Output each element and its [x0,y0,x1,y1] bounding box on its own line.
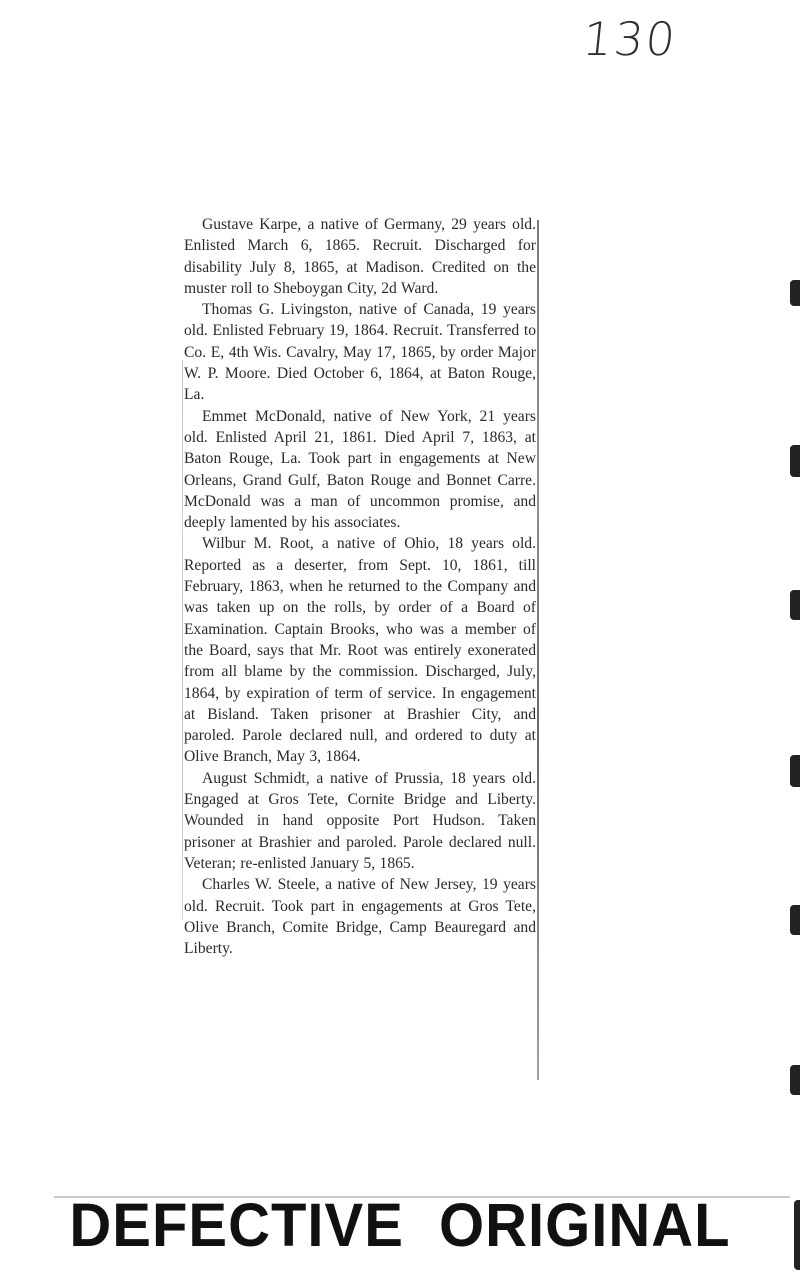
paragraph-mcdonald: Emmet McDonald, native of New York, 21 years old. Enlisted April 21, 1861. Died April 7, 1863, at Baton Rouge, La. Took part in engagements at New Orleans, Grand Gulf, Baton Rouge and Bonnet Carre. McDonald was a man of uncommon promise, and deeply lamented by his associates. [184,407,536,532]
column-rule-left [182,360,183,920]
edge-mark-1 [790,280,800,306]
paragraph-livingston: Thomas G. Livingston, native of Canada, 19 years old. Enlisted February 19, 1864. Recruit. Transferred to Co. E, 4th Wis. Cavalry, May 17, 1865, by order Major W. P. Moore. Died October 6, 1864, at Baton Rouge, La. [184,301,536,404]
paragraph-schmidt: August Schmidt, a native of Prussia, 18 years old. Engaged at Gros Tete, Cornite Bridge and Liberty. Wounded in hand opposite Port Hudson. Taken prisoner at Brashier and paroled. Parole declared null. Veteran; re-enlisted January 5, 1865. [184,769,536,872]
paragraph-steele: Charles W. Steele, a native of New Jersey, 19 years old. Recruit. Took part in engagements at Gros Tete, Olive Branch, Comite Bridge, Camp Beauregard and Liberty. [184,876,536,958]
edge-mark-2 [790,445,800,477]
edge-mark-6 [790,1065,800,1095]
newspaper-clipping [184,214,536,1174]
page-number: 130 [580,12,680,66]
column-rule-right [537,220,539,1080]
edge-mark-5 [790,905,800,935]
paragraph-karpe: Gustave Karpe, a native of Germany, 29 years old. Enlisted March 6, 1865. Recruit. Discharged for disability July 8, 1865, at Madison. Credited on the muster roll to Sheboygan City, 2d Ward. [184,216,536,297]
paragraph-root: Wilbur M. Root, a native of Ohio, 18 years old. Reported as a deserter, from Sept. 10, 1861, till February, 1863, when he returned to the Company and was taken up on the rolls, by order of a Board of Examination. Captain Brooks, who was a member of the Board, says that Mr. Root was entirely exonerated from all blame by the commission. Discharged, July, 1864, by expiration of term of service. In engagement at Bisland. Taken prisoner at Brashier City, and paroled. Parole declared null, and ordered to duty at Olive Branch, May 3, 1864. [184,535,536,766]
banner-text: DEFECTIVE ORIGINAL [69,1191,731,1260]
edge-mark-4 [790,755,800,787]
edge-mark-3 [790,590,800,620]
defective-original-banner [0,1176,800,1277]
